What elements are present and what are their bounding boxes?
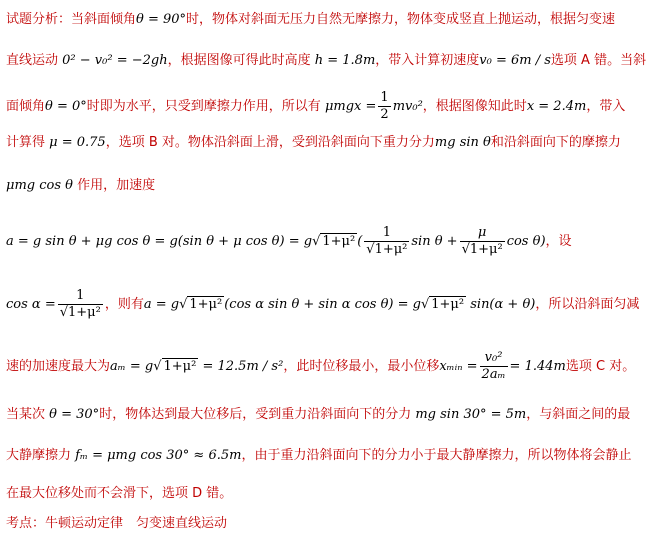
fraction-numerator: 1	[380, 90, 389, 105]
fraction-numerator: μ	[460, 225, 505, 242]
text: 试题分析：当斜面倾角	[6, 12, 137, 27]
analysis-line-11	[6, 484, 232, 504]
text: 时即为水平，只受到摩擦力作用，所以有	[86, 99, 321, 114]
text: 直线运动	[6, 53, 59, 68]
text: ，选项 B 对。物体沿斜面上滑，受到沿斜面向下重力分力	[105, 135, 435, 150]
math: sin(α + θ)	[470, 297, 536, 312]
knowledge-points	[6, 514, 227, 534]
radicand: 1+μ²	[322, 233, 356, 249]
text: 选项 A 错。当斜	[550, 53, 647, 68]
text: ，带入	[586, 99, 626, 114]
text: ，根据图像可得此时高度	[167, 53, 311, 68]
fraction-numerator: v₀²	[480, 350, 508, 367]
text: ，由于重力沿斜面向下的分力小于最大静摩擦力，所以物体将会静止	[241, 448, 632, 463]
text: 作用，加速度	[77, 178, 156, 193]
text: ，则有	[104, 297, 144, 312]
fraction	[460, 225, 505, 258]
math: aₘ = g	[110, 359, 154, 374]
math: θ = 90°	[136, 12, 187, 27]
analysis-line-1	[6, 10, 615, 30]
math: fₘ = μmg cos 30° ≈ 6.5m	[75, 448, 242, 463]
text: 和沿斜面向下的摩擦力	[490, 135, 621, 150]
square-root: √ 1+μ²	[179, 296, 223, 312]
text: 计算得	[6, 135, 46, 150]
text: 时，物体达到最大位移后，受到重力沿斜面向下的分力	[99, 407, 412, 422]
radicand: 1+μ²	[374, 242, 408, 257]
math: cos α =	[6, 297, 56, 312]
math: a = g sin θ + μg cos θ = g(sin θ + μ cos θ) = g	[6, 234, 313, 249]
math: xₘᵢₙ =	[439, 359, 478, 374]
fraction-denominator: √1+μ²	[59, 305, 101, 320]
radicand: 1+μ²	[163, 358, 197, 374]
radicand: 1+μ²	[68, 305, 101, 320]
text: ，与斜面之间的最	[526, 407, 631, 422]
alpha-substitution	[6, 288, 639, 321]
math: a = g	[143, 297, 180, 312]
analysis-line-3	[6, 90, 625, 123]
radicand: 1+μ²	[431, 296, 465, 312]
math: (cos α sin θ + sin α cos θ) = g	[224, 297, 421, 312]
analysis-line-9	[6, 405, 630, 425]
fraction-numerator: 1	[364, 225, 409, 242]
square-root: √ 1+μ²	[420, 296, 465, 312]
text: 考点：牛顿运动定律 匀变速直线运动	[6, 516, 228, 531]
fraction-numerator: 1	[58, 288, 103, 305]
fraction	[364, 225, 409, 258]
analysis-line-2	[6, 51, 646, 71]
fraction	[480, 350, 508, 383]
text: 在最大位移处而不会滑下，选项 D 错。	[6, 486, 233, 501]
math: mg sin θ	[434, 135, 491, 150]
math: = 12.5m / s²	[202, 359, 284, 374]
analysis-line-4	[6, 133, 621, 153]
math: sin θ +	[411, 234, 458, 249]
square-root: √ 1+μ²	[312, 233, 356, 249]
max-deceleration-line	[6, 350, 635, 383]
radicand: 1+μ²	[189, 296, 223, 312]
math: (	[357, 234, 363, 249]
math: v₀ = 6m / s	[479, 53, 551, 68]
math: θ = 0°	[45, 99, 87, 114]
math: mv₀²	[392, 99, 423, 114]
text: 面倾角	[6, 99, 46, 114]
text: ，所以沿斜面匀减	[535, 297, 640, 312]
fraction-denominator: √1+μ²	[461, 242, 503, 257]
fraction-denominator: √1+μ²	[366, 242, 408, 257]
analysis-line-10	[6, 446, 631, 466]
fraction-denominator: 2aₘ	[481, 367, 506, 382]
math: θ = 30°	[49, 407, 100, 422]
fraction	[378, 90, 390, 123]
text: ，此时位移最小，最小位移	[283, 359, 440, 374]
math: μmgx =	[324, 99, 377, 114]
text: ，设	[545, 234, 572, 249]
text: 大静摩擦力	[6, 448, 72, 463]
math: x = 2.4m	[526, 99, 587, 114]
math: μmg cos θ	[6, 178, 73, 193]
square-root: √ 1+μ²	[153, 358, 197, 374]
acceleration-equation	[6, 225, 572, 258]
text: 速的加速度最大为	[6, 359, 111, 374]
text: 时，物体对斜面无压力自然无摩擦力，物体变成竖直上抛运动，根据匀变速	[186, 12, 616, 27]
fraction-denominator: 2	[380, 107, 389, 122]
text: ，根据图像知此时	[422, 99, 527, 114]
analysis-line-5	[6, 176, 155, 196]
math: cos θ)	[506, 234, 546, 249]
math: = 1.44m	[509, 359, 566, 374]
text: ，带入计算初速度	[375, 53, 480, 68]
math: h = 1.8m	[314, 53, 376, 68]
math: 0² − v₀² = −2gh	[62, 53, 168, 68]
text: 当某次	[6, 407, 46, 422]
math: mg sin 30° = 5m	[415, 407, 527, 422]
fraction	[58, 288, 103, 321]
math: μ = 0.75	[49, 135, 106, 150]
radicand: 1+μ²	[469, 242, 503, 257]
text: 选项 C 对。	[565, 359, 636, 374]
